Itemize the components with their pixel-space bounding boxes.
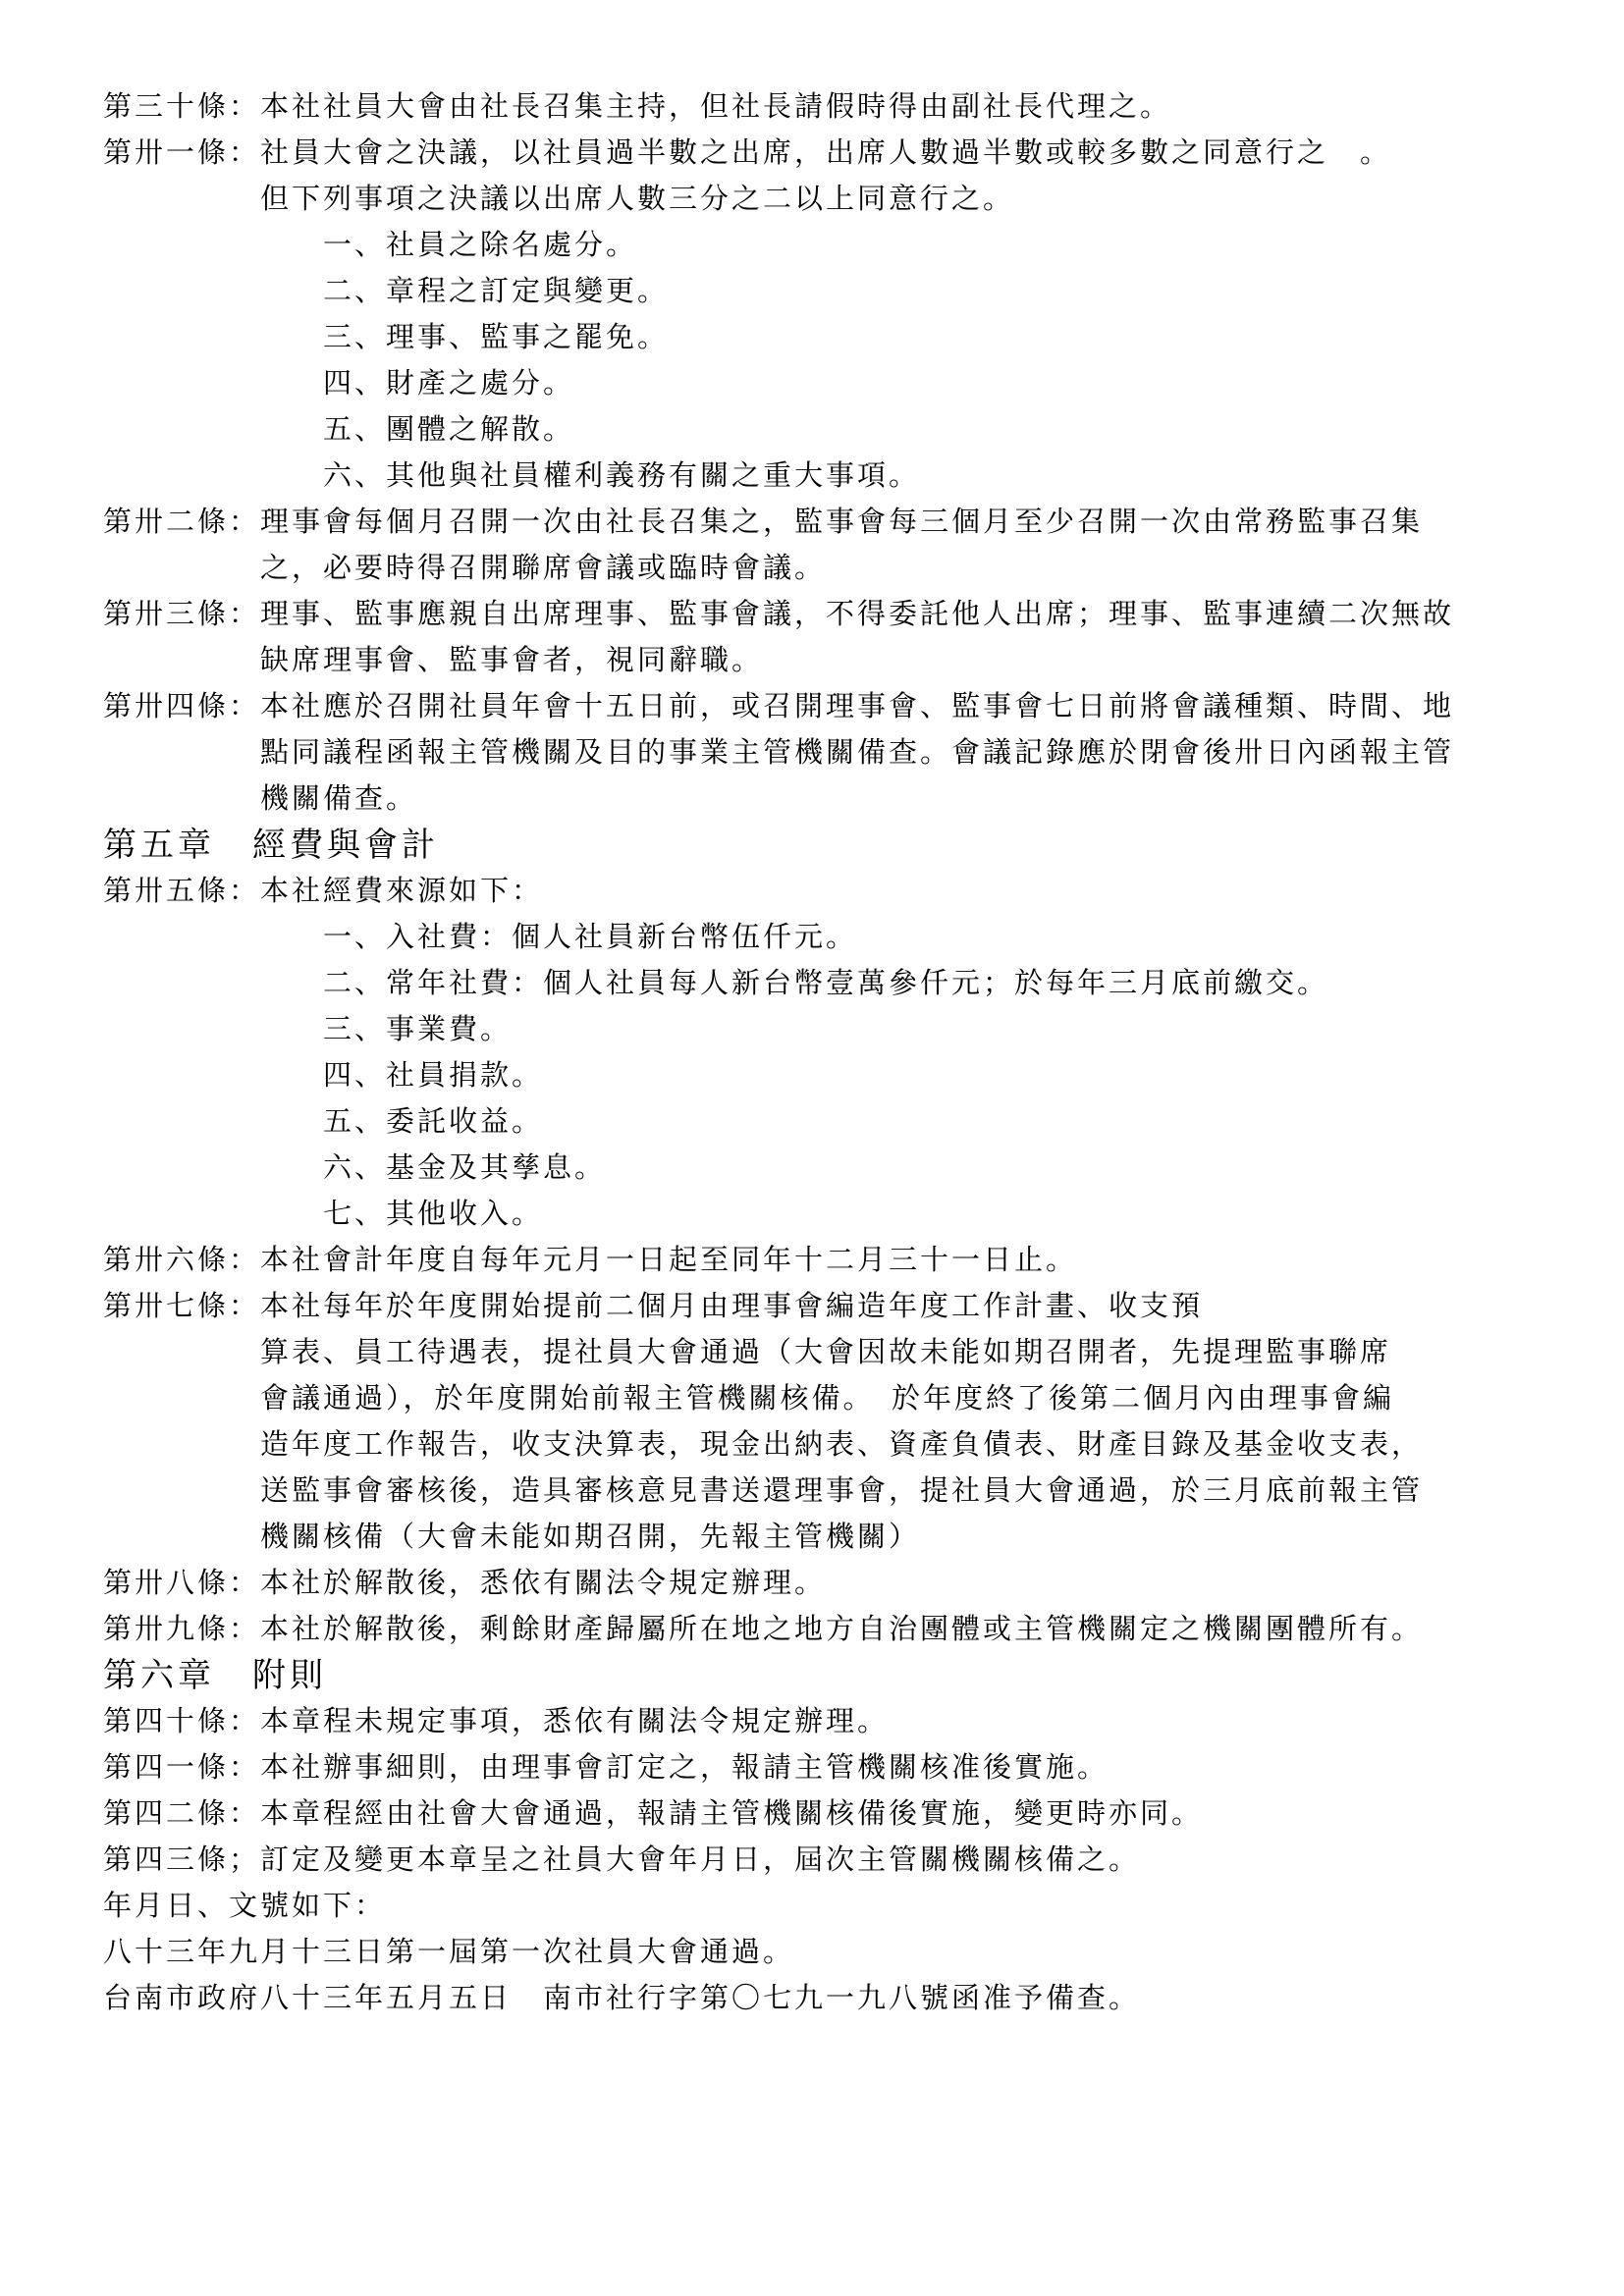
text-line: 點同議程函報主管機關及目的事業主管機關備查。會議記錄應於閉會後卅日內函報主管 — [260, 737, 1455, 769]
text-line: 第卅九條：本社於解散後，剩餘財產歸屬所在地之地方自治團體或主管機關定之機關團體所有。 — [103, 1614, 1424, 1645]
text-line: 第卅二條：理事會每個月召開一次由社長召集之，監事會每三個月至少召開一次由常務監事召集 — [103, 507, 1424, 538]
text-line: 第卅五條：本社經費來源如下： — [103, 876, 544, 907]
text-line: 第卅三條：理事、監事應親自出席理事、監事會議，不得委託他人出席；理事、監事連續二次無故 — [103, 599, 1455, 630]
text-line: 會議通過），於年度開始前報主管機關核備。 於年度終了後第二個月內由理事會編 — [260, 1383, 1395, 1415]
text-line: 之，必要時得召開聯席會議或臨時會議。 — [260, 553, 827, 584]
text-line: 八十三年九月十三日第一屆第一次社員大會通過。 — [103, 1937, 795, 1968]
text-line: 六、基金及其孳息。 — [323, 1152, 607, 1184]
chapter-heading: 第六章 附則 — [103, 1657, 327, 1694]
text-line: 第卅六條：本社會計年度自每年元月一日起至同年十二月三十一日止。 — [103, 1245, 1078, 1276]
text-line: 三、理事、監事之罷免。 — [323, 322, 670, 353]
text-line: 一、社員之除名處分。 — [323, 230, 638, 261]
text-line: 一、入社費：個人社員新台幣伍仟元。 — [323, 922, 858, 953]
text-line: 六、其他與社員權利義務有關之重大事項。 — [323, 460, 921, 492]
text-line: 年月日、文號如下： — [103, 1891, 387, 1922]
text-line: 第卅一條：社員大會之決議，以社員過半數之出席，出席人數過半數或較多數之同意行之 。 — [103, 137, 1392, 169]
text-line: 第卅四條：本社應於召開社員年會十五日前，或召開理事會、監事會七日前將會議種類、時間、地 — [103, 691, 1455, 722]
text-line: 第四二條：本章程經由社會大會通過，報請主管機關核備後實施，變更時亦同。 — [103, 1798, 1204, 1830]
text-line: 四、社員捐款。 — [323, 1060, 544, 1092]
text-line: 三、事業費。 — [323, 1014, 513, 1045]
chapter-heading: 第五章 經費與會計 — [103, 827, 439, 864]
text-line: 造年度工作報告，收支決算表，現金出納表、資產負債表、財產目錄及基金收支表， — [260, 1429, 1424, 1461]
text-line: 第三十條：本社社員大會由社長召集主持，但社長請假時得由副社長代理之。 — [103, 91, 1172, 123]
document-text-body — [0, 84, 1624, 2022]
text-line: 二、常年社費：個人社員每人新台幣壹萬參仟元；於每年三月底前繳交。 — [323, 968, 1329, 999]
text-line: 第四十條：本章程未規定事項，悉依有關法令規定辦理。 — [103, 1706, 890, 1737]
text-line: 第卅八條：本社於解散後，悉依有關法令規定辦理。 — [103, 1568, 827, 1599]
text-line: 五、委託收益。 — [323, 1106, 544, 1138]
text-line: 送監事會審核後，造具審核意見書送還理事會，提社員大會通過，於三月底前報主管 — [260, 1475, 1424, 1507]
text-line: 四、財產之處分。 — [323, 368, 575, 400]
text-line: 但下列事項之決議以出席人數三分之二以上同意行之。 — [260, 184, 1015, 215]
text-line: 機關備查。 — [260, 783, 418, 815]
text-line: 台南市政府八十三年五月五日 南市社行字第〇七九一九八號函准予備查。 — [103, 1983, 1141, 2014]
text-line: 五、團體之解散。 — [323, 414, 575, 446]
text-line: 缺席理事會、監事會者，視同辭職。 — [260, 645, 764, 676]
text-line: 七、其他收入。 — [323, 1199, 544, 1230]
text-line: 第四三條；訂定及變更本章呈之社員大會年月日，屆次主管關機關核備之。 — [103, 1844, 1141, 1876]
text-line: 第四一條：本社辦事細則，由理事會訂定之，報請主管機關核准後實施。 — [103, 1752, 1110, 1784]
text-line: 算表、員工待遇表，提社員大會通過（大會因故未能如期召開者，先提理監事聯席 — [260, 1337, 1392, 1368]
text-line: 機關核備（大會未能如期召開，先報主管機關） — [260, 1522, 921, 1553]
text-line: 第卅七條：本社每年於年度開始提前二個月由理事會編造年度工作計畫、收支預 — [103, 1291, 1204, 1322]
text-line: 二、章程之訂定與變更。 — [323, 276, 670, 307]
